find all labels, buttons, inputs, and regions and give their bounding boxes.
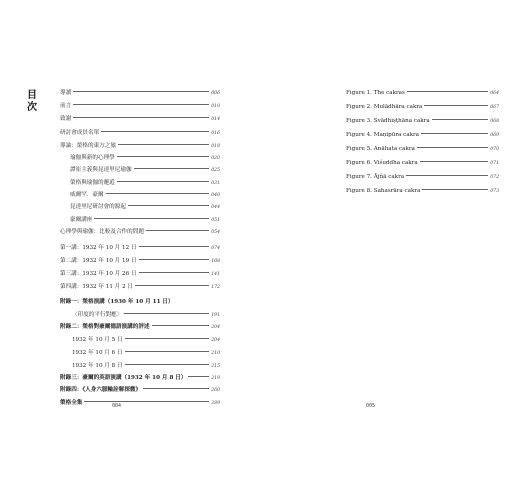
figure-entry [346, 145, 499, 154]
figure-entry [346, 131, 499, 140]
toc-entry [60, 129, 220, 138]
entry-title: Figure 4. Maṇipūra cakra [346, 132, 420, 138]
dot-leader [432, 119, 489, 120]
entry-page-number: 191 [211, 313, 220, 318]
entry-page-number: 020 [211, 156, 220, 161]
toc-entry [60, 216, 220, 225]
entry-title: 前言 [60, 103, 72, 109]
toc-entry [60, 323, 220, 332]
entry-title: 附錄二：榮格對豪爾德語演講的評述 [60, 324, 150, 330]
entry-page-number: 071 [490, 161, 499, 166]
entry-page-number: 204 [211, 325, 220, 330]
entry-title: 第二講：1932 年 10 月 19 日 [60, 258, 137, 264]
entry-page-number: 260 [211, 388, 220, 393]
toc-entry [60, 244, 220, 253]
entry-page-number: 031 [211, 181, 220, 186]
toc-entry [60, 142, 220, 151]
dot-leader [106, 193, 210, 194]
entry-title: 榮格全集 [60, 400, 83, 406]
dot-leader [420, 161, 489, 162]
dot-leader [424, 105, 488, 106]
entry-page-number: 025 [211, 168, 220, 173]
toc-entry [60, 283, 220, 292]
entry-page-number: 040 [211, 193, 220, 198]
toc-entry [60, 386, 220, 395]
entry-title: 1932 年 10 月 5 日 [72, 337, 123, 343]
toc-entry [60, 179, 220, 188]
entry-title: 心理學與瑜伽：比較及合作的問題 [60, 229, 144, 235]
figure-entry [346, 89, 499, 98]
figure-entry [346, 117, 499, 126]
entry-title: 第四講：1932 年 11 月 2 日 [60, 284, 133, 290]
entry-page-number: 204 [211, 338, 220, 343]
entry-title: 導論：榮格的東方之旅 [60, 143, 116, 149]
entry-title: 榮格與瑜伽的邂逅 [70, 180, 115, 186]
toc-entry [60, 166, 220, 175]
toc-entry [60, 298, 220, 306]
dot-leader [124, 313, 209, 314]
entry-page-number: 215 [211, 364, 220, 369]
entry-title: Figure 5. Anāhata cakra [346, 146, 415, 152]
entry-title: 昆達里尼研討會的源起 [70, 204, 126, 210]
dot-leader [117, 156, 209, 157]
dot-leader [188, 376, 209, 377]
dot-leader [422, 189, 488, 190]
dot-leader [139, 259, 210, 260]
figure-entry [346, 103, 499, 112]
dot-leader [146, 230, 209, 231]
dot-leader [118, 144, 209, 145]
dot-leader [73, 91, 209, 92]
toc-entry [60, 154, 220, 163]
figure-entry [346, 159, 499, 168]
toc-entry [60, 89, 220, 98]
entry-page-number: 074 [211, 246, 220, 251]
entry-page-number: 210 [211, 351, 220, 356]
toc-entry [60, 362, 220, 371]
toc-entry [60, 336, 220, 345]
entry-page-number: 064 [490, 91, 499, 96]
toc-entry [60, 203, 220, 212]
dot-leader [125, 351, 210, 352]
dot-leader [94, 218, 209, 219]
entry-page-number: 219 [211, 376, 220, 381]
dot-leader [117, 181, 209, 182]
dot-leader [84, 401, 209, 402]
entry-title: 〈印度的平行對應〉 [72, 312, 123, 318]
entry-title: 致謝 [60, 116, 72, 122]
figure-entry [346, 173, 499, 182]
toc-entry [60, 349, 220, 358]
entry-title: 1932 年 10 月 8 日 [72, 363, 123, 369]
entry-title: 研討會成員名單 [60, 130, 100, 136]
dot-leader [417, 147, 488, 148]
dot-leader [101, 131, 209, 132]
entry-title: 附錄一：榮格演講（1930 年 10 月 11 日） [60, 299, 174, 305]
entry-title: Figure 7. Ājñā cakra [346, 174, 405, 180]
left-page-number: 004 [112, 403, 122, 409]
dot-leader [407, 91, 488, 92]
entry-title: 譚崔主義與昆達里尼瑜伽 [70, 167, 132, 173]
entry-title: 附錄三：豪爾的英語演講（1932 年 10 月 8 日） [60, 375, 187, 381]
entry-page-number: 016 [211, 131, 220, 136]
dot-leader [406, 175, 488, 176]
toc-entry [60, 311, 220, 320]
entry-title: Figure 3. Svādhiṣṭhāna cakra [346, 118, 430, 124]
dot-leader [421, 133, 488, 134]
entry-page-number: 006 [211, 91, 220, 96]
toc-heading [27, 90, 39, 114]
entry-title: 威爾罕．豪爾 [70, 192, 104, 198]
toc-entry [60, 257, 220, 266]
figure-entry [346, 187, 499, 196]
entry-page-number: 069 [490, 133, 499, 138]
entry-page-number: 014 [211, 117, 220, 122]
entry-title: 附錄四：《人身六脈輪詮解探微》 [60, 387, 142, 393]
entry-page-number: 044 [211, 205, 220, 210]
entry-page-number: 070 [490, 147, 499, 152]
dot-leader [125, 338, 210, 339]
toc-entry [60, 115, 220, 124]
entry-page-number: 054 [211, 230, 220, 235]
entry-title: Figure 6. Viśuddha cakra [346, 160, 418, 166]
right-page-number: 005 [366, 403, 376, 409]
toc-entry [60, 191, 220, 200]
entry-title: Figure 8. Sahasrāra cakra [346, 188, 421, 194]
toc-entry [60, 399, 220, 408]
entry-page-number: 108 [211, 259, 220, 264]
toc-entry [60, 228, 220, 237]
heading-char-2: 次 [27, 102, 37, 113]
dot-leader [139, 246, 210, 247]
entry-title: 第一講：1932 年 10 月 12 日 [60, 245, 137, 251]
entry-page-number: 067 [490, 105, 499, 110]
dot-leader [73, 117, 209, 118]
entry-page-number: 068 [490, 119, 499, 124]
dot-leader [139, 272, 210, 273]
dot-leader [135, 285, 209, 286]
entry-title: 瑜伽與新的心理學 [70, 155, 115, 161]
entry-page-number: 289 [211, 401, 220, 406]
entry-title: 第三講：1932 年 10 月 26 日 [60, 271, 137, 277]
dot-leader [134, 168, 210, 169]
heading-char-1: 目 [27, 90, 37, 101]
dot-leader [143, 388, 209, 389]
entry-page-number: 018 [211, 144, 220, 149]
entry-title: Figure 2. Mulādhāra cakra [346, 104, 423, 110]
dot-leader [128, 205, 209, 206]
entry-page-number: 172 [211, 285, 220, 290]
entry-title: 豪爾講座 [70, 217, 93, 223]
entry-page-number: 141 [211, 272, 220, 277]
entry-title: 導讀 [60, 90, 72, 96]
entry-page-number: 051 [211, 218, 220, 223]
entry-title: Figure 1. The cakras [346, 90, 405, 96]
dot-leader [152, 325, 210, 326]
entry-title: 1932 年 10 月 6 日 [72, 350, 123, 356]
toc-entry [60, 102, 220, 111]
dot-leader [125, 364, 210, 365]
toc-entry [60, 270, 220, 279]
entry-page-number: 072 [490, 175, 499, 180]
dot-leader [73, 104, 209, 105]
entry-page-number: 010 [211, 104, 220, 109]
toc-entry [60, 374, 220, 383]
entry-page-number: 073 [490, 189, 499, 194]
